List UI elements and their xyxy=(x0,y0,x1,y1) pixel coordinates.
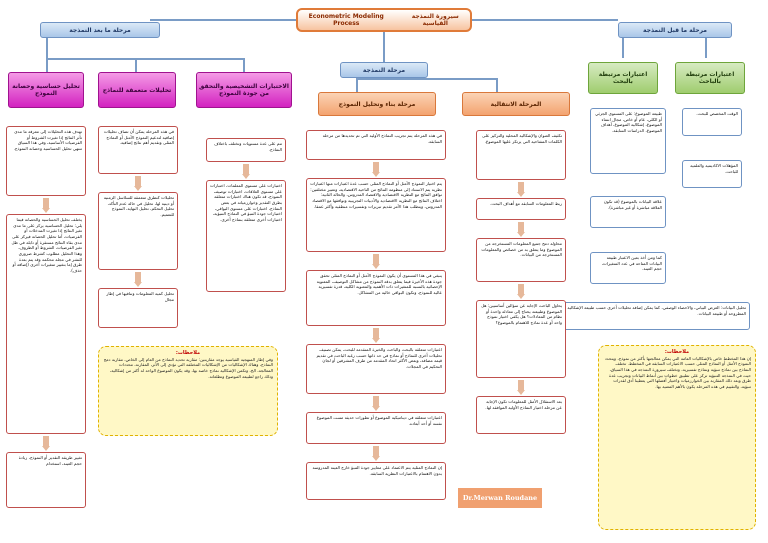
connector-line xyxy=(46,58,244,60)
connector-line xyxy=(705,38,707,58)
down-arrow xyxy=(518,380,524,390)
down-arrow xyxy=(43,198,49,208)
build-item: إن النماذج المثلية يتم الاعتماد على معايير جودة التنبؤ خارج العينة المدروسة بدون الاهتمام بالاعتبارات النظرية السابقة. xyxy=(306,462,446,500)
connector-line xyxy=(356,78,497,80)
in-depth-analysis-header: تحليلات متعمقة للنماذج xyxy=(98,72,176,108)
build-item: اعتبارات متعلقة بالبحث والباحث والخبرة المتقدمة للبحث، يمكن تصنيف تحليلات أخرى للنماذج أو نماذج في حد ذاتها حسب رغبة الباحث في تقديم قيمة مضافة، وبعض الأكثر اتحاد المقدمة من طرف المشرفين أو لجان التحكيم في المجلات. xyxy=(306,344,446,394)
connector-line xyxy=(496,78,498,92)
build-item: ينبغي في هذا المستوى أن يكون النموذج الأمثل أو النماذج المثلى تحقق جودة هذه الأخيرة فيما يتعلق بدقة النموذج من مشاكل التوصيف، المعنوية الإحصائية بالنسبة للمتغيرات ذات الأهمية والمعنوية الكلية، قدرة تفسيرية عالية للنموذج، وتكون البواقي خالية من المشاكل. xyxy=(306,270,446,326)
diagnostic-item: اختبارات على مستوى المعلمات، اختبارات على مستوى العلاقات، اختبارات توصيف النموذج، قد تكون هناك اختبارات متعلقة بطرق التقدير وخوارزمياته في بعض النماذج، اختبارات على مستوى البواقي، اختبارات جودة التنبؤ في النماذج التنبؤية، اختبارات أخرى متعلقة بنماذج أخرى. xyxy=(206,180,286,292)
pre-left-item: كما ومن أخذ بعين الاعتبار طبيعة البيانات المتاحة في عدد المتغيرات، حجم العينة. xyxy=(590,252,666,284)
build-item: يتم اختيار النموذج الأمثل أو النماذج المثلى حسب عدة اعتبارات منها اعتبارات نظرية يتم الاستناد إلى منظومة النتائج من الناحية الاقتصادية، وتعبير مختلفين: توافق النتائج مع النظرية الاقتصادية والاقتصاد المدروس، والحالة الثانية: اختلاف النتائج مع النظرية الاقتصادية والأدبيات التجريبية وتوافقها مع الاقتصاد المدروس، ويتطلب هذا الأمر تقديم تبريرات وتفسيرات منطقية وأكثر عمقا. xyxy=(306,178,446,252)
mid-stage-header: مرحلة النمذجة xyxy=(340,62,428,78)
notes-left-title: ملاحظات: xyxy=(175,350,201,356)
transition-item: بعد الاستقلال الأمثل للمعلومات تكون الإجابة عن مرحلة اختيار النماذج الأولية الموافقة لها. xyxy=(476,396,566,434)
pre-right-item: المؤهلات الاكاديمية والعلمية للباحث. xyxy=(682,160,742,188)
pre-left-item: طبيعة الموضوع: على المستوى الجزئي أو الكلي، عام أو خاص، مجال انتماء الموضوع، إشكالية الموضوع، أهداف الموضوع، الدراسات السابقة. xyxy=(590,108,666,174)
notes-right xyxy=(598,345,756,530)
connector-line xyxy=(472,19,618,21)
down-arrow xyxy=(373,446,379,456)
down-arrow xyxy=(518,284,524,294)
notes-right-text: إن هذا المخطط خاص بالإشكاليات العامة التي يمكن معالجتها بأكثر من نموذج، ويتحدد النموذج الأمثل أو النماذج المثلى حسب الاعتبارات السابقة في المخطط. تختلف النماذج بين نماذج تنبؤية ونماذج تفسيرية، وتختلف سيرورة النمذجة في هذا السياق، حيث في النمذجة التنبؤية تركز على تطبيق خطوات بين أنماط البيانات وتجريب عدة طرق وبعد ذلك المقارنة بين الخوارزميات واختيار أفضلها التي يعطينا أدق لقدرات تنبؤية، والتقييم في هذه المرحلة يكون بالأهم المعنية بها. xyxy=(604,355,751,390)
notes-left-text: وفي إطار المنهجية القياسية يوجد مقاربتين: مقاربة تحديد النماذج من العام إلى الخاص، مقاربة دمج النماذج، وهناك الإشكاليات من الإشكاليات المختلفة التي تؤدي إلى الأثر، المقارنة، محددات المعالجة، الخ، وتكمن الإشكالية نماذج خاصة بها، وقد يكون الموضوع الواحد له أكثر من إشكالية، وذلك راجع لطبيعة الموضوع وتطلعاته. xyxy=(103,356,273,379)
sensitivity-item: تهدف هذه التحليلات إلى معرفة ما مدى تأثر النتائج إذا تغيرت الشروط أو الفرضيات الأساسية، وفي هذا السياق تنتهي تحليل الحساسية وحصانة النموذج. xyxy=(6,126,86,196)
down-arrow xyxy=(373,328,379,338)
sensitivity-item: تغيير طريقة التقدير أو النموذج، زيادة حجم العينة، استخدام xyxy=(6,452,86,508)
down-arrow xyxy=(135,176,141,186)
build-item: في هذه المرحلة يتم تجريب النماذج الأولية التي تم تحديدها من مرحلة السابقة. xyxy=(306,130,446,160)
down-arrow xyxy=(518,222,524,232)
transition-item: ربط المعلومات السابقة مع أهداف البحث. xyxy=(476,198,566,220)
transition-item: محاولة دمج جميع المعلومات المستخرجة من الموضوع وما يتعلق به من خصائص والمعلومات المستخرجة من البيانات. xyxy=(476,238,566,282)
sensitivity-analysis-header: تحليل حساسية وحصانة النموذج xyxy=(8,72,84,108)
connector-line xyxy=(622,38,624,58)
pre-left-item: تحليل البيانات: العرض البياني، والاحصاء الوصفي، كما يمكن إضافة تحليلات أخرى حسب طبيعة الإشكالية المطروحة أو طبيعة البيانات. xyxy=(560,302,750,330)
in-depth-item: تحليلات كتطرق متعمقة للسلاسل الزمنية أو دينية لها، تحليل في حالة عدم التأكد، تحليل التحكم، تحليل النهاية، النموذج للتعميم. xyxy=(98,192,178,270)
notes-right-title: ملاحظات: xyxy=(664,349,690,355)
transition-item: يحاول الباحث الإجابة عن سؤالين أساسيين: هل الموضوع وطبيعته يحتاج إلى معادلة واحدة أو نظام من المعادلات؟ هل يكفي اختيار نموذج واحد أو عدة نماذج للاهتمام بالموضوع؟ xyxy=(476,300,566,378)
pre-right-item: الوقت المخصص للبحث. xyxy=(682,108,742,136)
research-considerations-header: اعتبارات مرتبطة بالبحث xyxy=(588,62,658,94)
transition-item: تكثيف العنوان والإشكالية المحلية والتركيز على الكلمات المفتاحية التي يرتكز عليها الموضوع. xyxy=(476,130,566,180)
build-item: اعتبارات متعلقة في ديناميكية الموضوع أو تطورات حديثة مست الموضوع نفسه أو أحد أبعاده. xyxy=(306,412,446,444)
down-arrow xyxy=(243,164,249,174)
connector-line xyxy=(46,38,48,72)
connector-line xyxy=(150,19,296,21)
build-model-header: مرحلة بناء وتحليل النموذج xyxy=(318,92,436,116)
in-depth-item: في هذه المرحلة يمكن أن تضاف تحليلات إضافية لتدعيم النموذج الأمثل أو النماذج المثلى وتقديم أهم نتائج إضافية. xyxy=(98,126,178,174)
diagnostic-tests-header: الاختبارات التشخيصية والتحقق من جودة النموذج xyxy=(196,72,292,108)
post-stage-header: مرحلة ما بعد النمذجة xyxy=(40,22,160,38)
down-arrow xyxy=(518,182,524,192)
sensitivity-item: يختلف تحليل الحساسية والحصانة فيما يلي: تحليل الحساسية يركز على ما مدى تغير النتائج إذا تغيرت المدخلات أو الفرضيات، أما تحليل الحصانة فيركز على مدى بقاء النتائج مستقرة أو ذابلة في ظل تغير الفرضيات، الشروط أو الظروف، وهذا التحليل مطلوب كشرط ضروري للنشر في مجلة محكمة وقد يتم بعدة طرق إما بتغيير متغيرات أخرى (إضافة أو حذف). xyxy=(6,214,86,434)
notes-left xyxy=(98,346,278,436)
connector-line xyxy=(135,58,137,72)
author-signature: Dr.Merwan Roudane xyxy=(458,488,542,508)
diagnostic-item: تتم على عدة مستويات وتختلف باختلاف النماذج. xyxy=(206,138,286,162)
connector-line xyxy=(356,78,358,92)
down-arrow xyxy=(373,254,379,264)
diagram-title xyxy=(296,8,472,32)
in-depth-item: تحليل كمية المعلومات وتنافيها في إطار مجال xyxy=(98,288,178,328)
down-arrow xyxy=(135,272,141,282)
title-en: Econometric Modeling Process xyxy=(308,13,384,27)
title-ar: سيرورة النمذجة القياسية xyxy=(411,13,459,27)
down-arrow xyxy=(43,436,49,446)
down-arrow xyxy=(373,396,379,406)
researcher-considerations-header: اعتبارات مرتبطة بالباحث xyxy=(675,62,745,94)
pre-stage-header: مرحلة ما قبل النمذجة xyxy=(618,22,732,38)
connector-line xyxy=(243,58,245,72)
pre-left-item: علاقة البيانات بالموضوع (قد تكون العلاقة مباشرة أو غير مباشرة). xyxy=(590,196,666,228)
down-arrow xyxy=(373,162,379,172)
connector-line xyxy=(383,32,385,64)
transition-stage-header: المرحلة الانتقالية xyxy=(462,92,570,116)
